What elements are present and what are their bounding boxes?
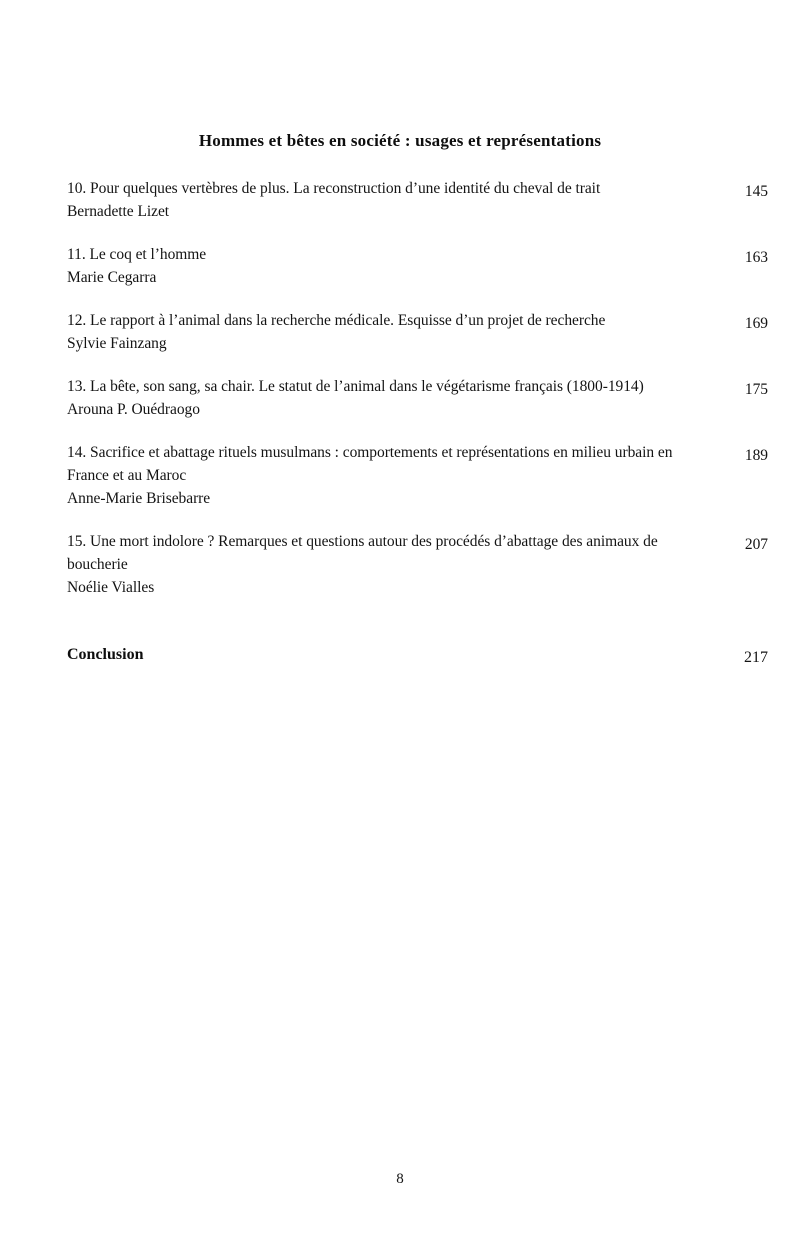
toc-entry — [67, 441, 768, 510]
entry-text — [67, 441, 728, 510]
entry-text — [67, 309, 728, 355]
entry-title: 14. Sacrifice et abattage rituels musulmans : comportements et représentations en milieu urbain en France et au Maroc — [67, 444, 673, 484]
entry-title: 15. Une mort indolore ? Remarques et questions autour des procédés d’abattage des animaux de boucherie — [67, 533, 658, 573]
entry-title: 13. La bête, son sang, sa chair. Le statut de l’animal dans le végétarisme français (1800-1914) — [67, 378, 644, 395]
toc-entry — [67, 177, 768, 223]
entry-author: Sylvie Fainzang — [67, 335, 167, 352]
entry-page-number: 145 — [744, 183, 768, 200]
entry-author: Anne-Marie Brisebarre — [67, 490, 211, 507]
entry-page-number: 169 — [744, 315, 768, 332]
table-of-contents — [0, 151, 800, 669]
entry-author: Noélie Vialles — [67, 579, 155, 596]
page-folio-number: 8 — [396, 1171, 404, 1187]
entry-title: 10. Pour quelques vertèbres de plus. La reconstruction d’une identité du cheval de trait — [67, 180, 601, 197]
toc-entry — [67, 243, 768, 289]
conclusion-page-number: 217 — [744, 649, 768, 666]
entry-text — [67, 177, 728, 223]
entry-author: Arouna P. Ouédraogo — [67, 401, 200, 418]
toc-entry — [67, 530, 768, 599]
conclusion-row — [67, 643, 768, 669]
toc-entry — [67, 309, 768, 355]
entry-page-number: 207 — [744, 536, 768, 553]
section-heading: Hommes et bêtes en société : usages et représentations — [198, 131, 602, 150]
conclusion-label: Conclusion — [67, 646, 144, 663]
entry-author: Marie Cegarra — [67, 269, 157, 286]
entry-text — [67, 243, 728, 289]
entry-page-number: 163 — [744, 249, 768, 266]
entry-page-number: 189 — [744, 447, 768, 464]
entry-page-number: 175 — [744, 381, 768, 398]
entry-title: 11. Le coq et l’homme — [67, 246, 207, 263]
entry-text — [67, 530, 728, 599]
entry-text — [67, 375, 728, 421]
entry-author: Bernadette Lizet — [67, 203, 170, 220]
toc-entry — [67, 375, 768, 421]
entry-title: 12. Le rapport à l’animal dans la recherche médicale. Esquisse d’un projet de recherche — [67, 312, 606, 329]
